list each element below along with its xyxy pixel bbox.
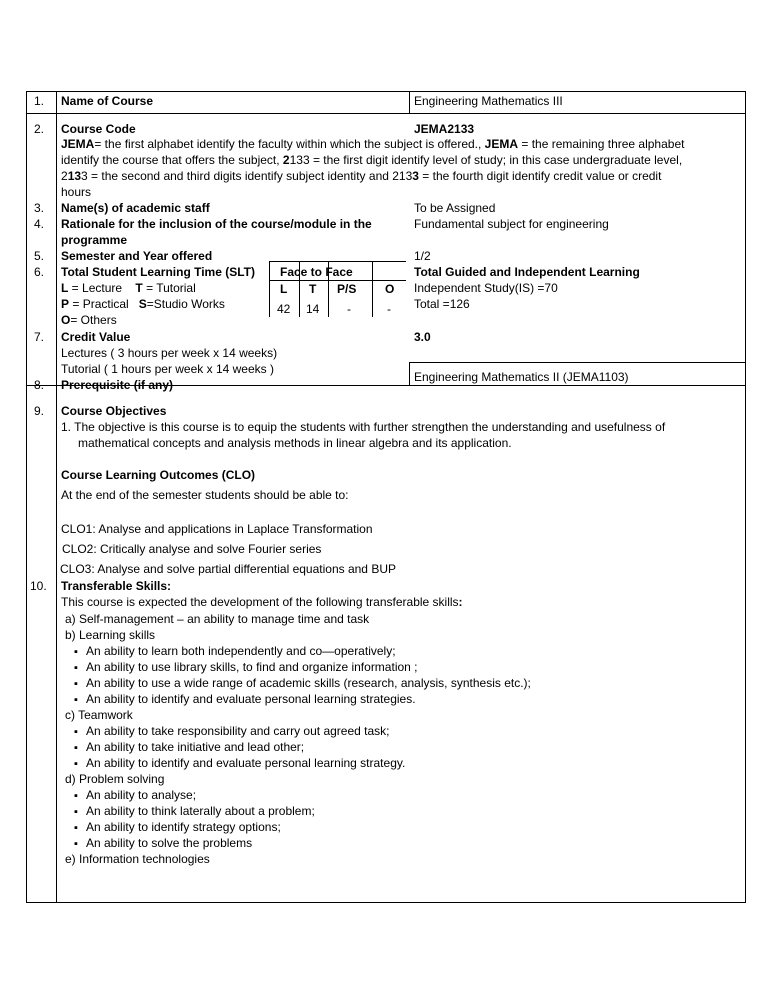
row1-bottom-border (26, 113, 746, 114)
skill-category: c) Teamwork (65, 708, 133, 722)
f2f-others-hours: - (387, 302, 391, 316)
skill-bullet-item: ▪ An ability to solve the problems (74, 836, 252, 851)
table-right-border (745, 91, 746, 903)
slt-legend-line: L = Lecture T = Tutorial (61, 281, 196, 295)
course-code-explanation-line: JEMA= the first alphabet identify the faculty within which the subject is offered., JEMA = the remaining three alphabet (61, 137, 685, 151)
slt-label: Total Student Learning Time (SLT) (61, 265, 255, 279)
clo-intro: At the end of the semester students should be able to: (61, 488, 349, 502)
tutorial-hours-detail: Tutorial ( 1 hours per week x 14 weeks ) (61, 362, 274, 376)
course-name-value: Engineering Mathematics III (414, 94, 563, 108)
row-number: 1. (34, 94, 45, 108)
slt-legend-line: O= Others (61, 313, 117, 327)
rationale-value: Fundamental subject for engineering (414, 217, 609, 231)
f2f-col-t-header: T (309, 282, 317, 296)
credit-value-label: Credit Value (61, 330, 131, 344)
skill-category: d) Problem solving (65, 772, 165, 786)
course-code-explanation-line: identify the course that offers the subject, 2133 = the first digit identify level of study; in this case undergraduate level, (61, 153, 683, 167)
clo-item: CLO2: Critically analyse and solve Fourier series (62, 542, 322, 556)
guided-learning-heading: Total Guided and Independent Learning (414, 265, 640, 279)
f2f-lecture-hours: 42 (277, 302, 291, 316)
prerequisite-value: Engineering Mathematics II (JEMA1103) (414, 370, 629, 384)
f2f-table-left (269, 261, 270, 317)
clo-heading: Course Learning Outcomes (CLO) (61, 468, 256, 482)
row-number: 8. (34, 378, 45, 392)
prerequisite-label: Prerequisite (if any) (61, 378, 174, 392)
course-code-label: Course Code (61, 122, 136, 136)
course-objectives-label: Course Objectives (61, 404, 167, 418)
skill-bullet-item: ▪ An ability to take initiative and lead other; (74, 740, 304, 755)
course-code-explanation-line: 2133 = the second and third digits identify subject identity and 2133 = the fourth digit identify credit value or credit (61, 169, 662, 183)
skill-bullet-item: ▪ An ability to use a wide range of academic skills (research, analysis, synthesis etc.); (74, 676, 531, 691)
row-number: 2. (34, 122, 45, 136)
objective-line: mathematical concepts and analysis methods in linear algebra and its application. (78, 436, 512, 450)
f2f-col-o-header: O (385, 282, 395, 296)
table-bottom-border (26, 902, 746, 903)
course-code-value: JEMA2133 (414, 122, 475, 136)
table-left-border (26, 91, 27, 903)
row-number: 5. (34, 249, 45, 263)
rationale-label: Rationale for the inclusion of the course/module in the (61, 217, 372, 231)
skill-bullet-item: ▪ An ability to use library skills, to find and organize information ; (74, 660, 418, 675)
objective-line: 1. The objective is this course is to equip the students with further strengthen the understanding and usefulness of (61, 420, 666, 434)
clo-item: CLO1: Analyse and applications in Laplace Transformation (61, 522, 373, 536)
credit-value: 3.0 (414, 330, 431, 344)
skill-bullet-item: ▪ An ability to identify strategy options; (74, 820, 281, 835)
value-column-divider-row8 (409, 362, 410, 386)
skill-bullet-item: ▪ An ability to take responsibility and carry out agreed task; (74, 724, 390, 739)
lecture-hours-detail: Lectures ( 3 hours per week x 14 weeks) (61, 346, 278, 360)
independent-study-value: Independent Study(IS) =70 (414, 281, 558, 295)
row-number: 6. (34, 265, 45, 279)
skill-bullet-item: ▪ An ability to learn both independently and co—operatively; (74, 644, 396, 659)
semester-value: 1/2 (414, 249, 431, 263)
course-code-explanation-line: hours (61, 185, 92, 199)
face-to-face-heading: Face to Face (280, 265, 353, 279)
academic-staff-label: Name(s) of academic staff (61, 201, 210, 215)
number-column-divider (56, 91, 57, 903)
f2f-tutorial-hours: 14 (306, 302, 320, 316)
semester-label: Semester and Year offered (61, 249, 213, 263)
skill-bullet-item: ▪ An ability to identify and evaluate personal learning strategy. (74, 756, 405, 771)
table-top-border (26, 91, 746, 92)
course-name-label: Name of Course (61, 94, 154, 108)
f2f-table-top (269, 261, 406, 262)
slt-legend-line: P = Practical S=Studio Works (61, 297, 225, 311)
skill-bullet-item: ▪ An ability to think laterally about a problem; (74, 804, 315, 819)
row-number: 9. (34, 404, 45, 418)
skill-bullet-item: ▪ An ability to analyse; (74, 788, 196, 803)
total-slt-value: Total =126 (414, 297, 470, 311)
row8-top-border (409, 362, 746, 363)
academic-staff-value: To be Assigned (414, 201, 496, 215)
value-column-divider-row1 (409, 91, 410, 114)
skill-category: a) Self-management – an ability to manage time and task (65, 612, 370, 626)
row-number: 4. (34, 217, 45, 231)
f2f-col-ps-header: P/S (337, 282, 357, 296)
skill-category: b) Learning skills (65, 628, 156, 642)
skill-category: e) Information technologies (65, 852, 210, 866)
clo-item: CLO3: Analyse and solve partial differential equations and BUP (60, 562, 396, 576)
row-number: 7. (34, 330, 45, 344)
f2f-col-o-divider (372, 261, 373, 317)
transferable-skills-label: Transferable Skills: (61, 579, 172, 593)
rationale-label-cont: programme (61, 233, 128, 247)
row-number: 3. (34, 201, 45, 215)
f2f-col-l-header: L (280, 282, 288, 296)
row-number: 10. (30, 579, 47, 593)
f2f-practical-hours: - (347, 302, 351, 316)
f2f-table-bottom (269, 280, 406, 281)
transferable-skills-intro: This course is expected the development of the following transferable skills: (61, 595, 463, 609)
skill-bullet-item: ▪ An ability to identify and evaluate personal learning strategies. (74, 692, 416, 707)
